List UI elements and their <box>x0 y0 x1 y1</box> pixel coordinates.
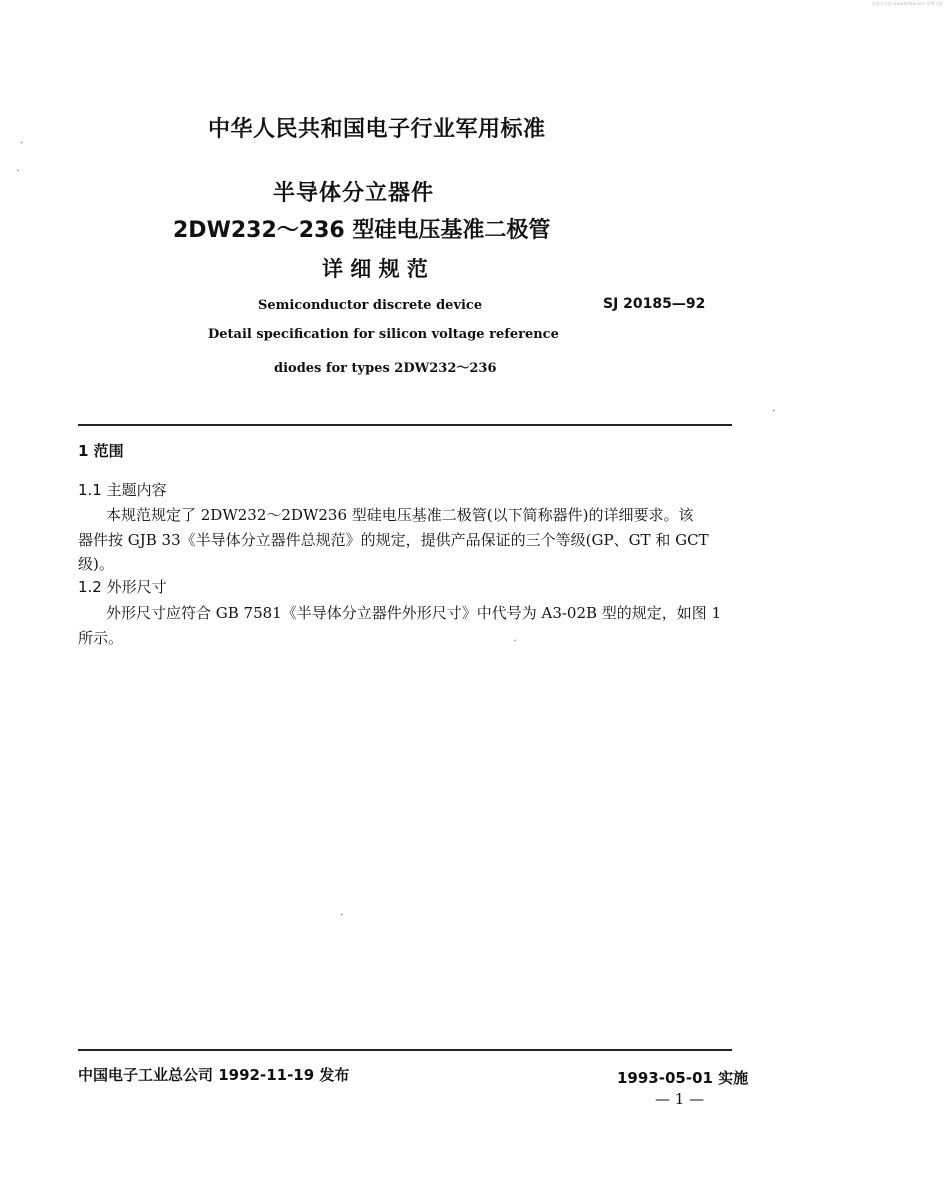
scan-speck: • <box>20 140 24 147</box>
english-title-line2: Detail specification for silicon voltage reference <box>208 327 559 342</box>
scan-speck: • <box>772 408 776 415</box>
section-1-2-line1: 外形尺寸应符合 GB 7581《半导体分立器件外形尺寸》中代号为 A3-02B 型的规定，如图 1 <box>106 604 722 622</box>
footer-divider <box>78 1049 732 1051</box>
header-divider <box>78 424 732 426</box>
section-1-1-line2: 器件按 GJB 33《半导体分立器件总规范》的规定，提供产品保证的三个等级(GP、GT 和 GCT <box>78 531 709 549</box>
scan-speck: • <box>513 638 517 645</box>
corner-watermark: 标准分享网 www.bzfxw.com 免费下载 <box>872 1 943 6</box>
effective-date: 1993-05-01 实施 <box>617 1069 749 1087</box>
english-title-line1: Semiconductor discrete device <box>258 298 483 313</box>
page-number: — 1 — <box>655 1090 705 1108</box>
scan-speck: • <box>340 912 344 919</box>
doc-title-line2: 2DW232～236 型硅电压基准二极管 <box>173 218 551 243</box>
section-1-2-line2: 所示。 <box>78 629 124 647</box>
doc-title-line1: 半导体分立器件 <box>273 181 435 206</box>
section-1-2-heading: 1.2 外形尺寸 <box>78 578 167 596</box>
english-title-line3: diodes for types 2DW232～236 <box>274 361 497 376</box>
section-1-heading: 1 范围 <box>78 442 124 460</box>
section-1-1-heading: 1.1 主题内容 <box>78 481 167 499</box>
doc-title-line3: 详 细 规 范 <box>322 257 428 281</box>
scan-speck: • <box>16 168 20 175</box>
section-1-1-line1: 本规范规定了 2DW232～2DW236 型硅电压基准二极管(以下简称器件)的详细要求。该 <box>106 506 694 524</box>
standard-org-title: 中华人民共和国电子行业军用标准 <box>208 117 546 142</box>
standard-number: SJ 20185—92 <box>603 296 706 312</box>
publisher-line: 中国电子工业总公司 1992-11-19 发布 <box>78 1066 350 1084</box>
section-1-1-line3: 级)。 <box>78 555 114 573</box>
